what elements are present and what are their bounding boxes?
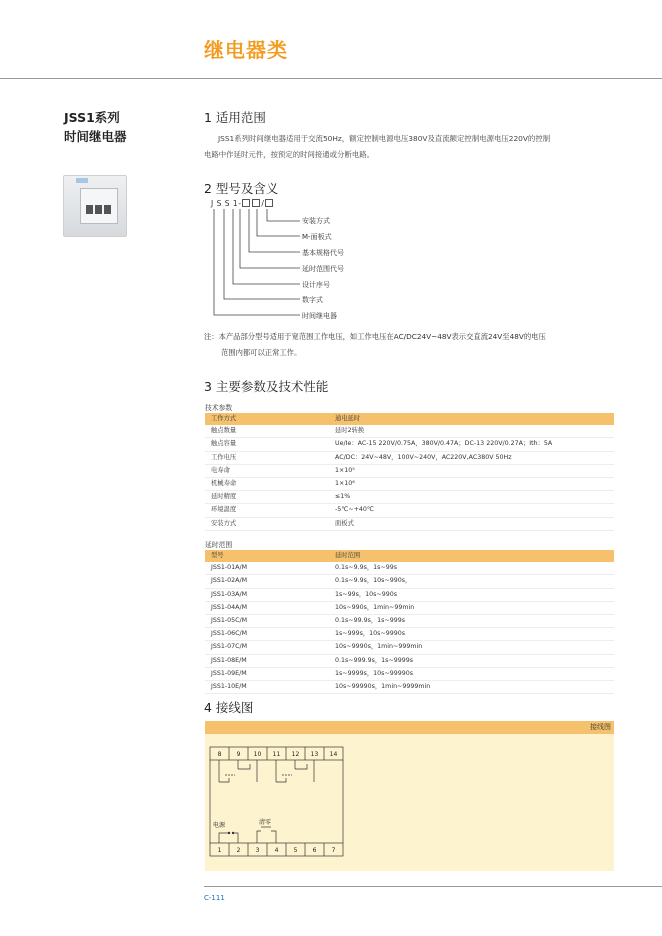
model-note <box>204 329 624 361</box>
terminal-number: 1 <box>217 847 222 854</box>
model-label: 基本规格代号 <box>302 249 344 257</box>
model-number: JSS1-02A/M <box>211 577 248 585</box>
model-code-char: S <box>216 199 222 208</box>
delay-range: 1s~99s，10s~990s <box>335 590 398 598</box>
param-name: 环境温度 <box>211 506 237 514</box>
table-header-row <box>205 413 614 425</box>
model-code-char: S <box>224 199 231 208</box>
column-header: 延时范围 <box>335 552 361 559</box>
wiring-panel <box>205 734 614 871</box>
model-diagram-lines <box>0 0 662 330</box>
page-title: 继电器类 <box>204 38 288 62</box>
delay-range: 10s~990s，1min~99min <box>335 603 415 611</box>
range-table-caption: 延时范围 <box>205 541 233 549</box>
param-name: 触点容量 <box>211 440 237 448</box>
delay-range: 0.1s~9.9s，10s~990s， <box>335 577 412 585</box>
model-code-char: 1 <box>232 199 239 208</box>
table-header-row <box>205 550 614 562</box>
param-name: 机械寿命 <box>211 479 237 487</box>
model-number: JSS1-09E/M <box>211 669 247 677</box>
scope-line: JSS1系列时间继电器适用于交流50Hz，额定控制电源电压380V及直流额定控制电源电压220V的控制 <box>218 134 551 143</box>
param-value: 通电延时 <box>335 415 361 422</box>
table-row <box>205 575 614 588</box>
column-header: 型号 <box>211 552 224 559</box>
tech-params-table <box>205 413 614 531</box>
terminal-number: 13 <box>310 751 319 758</box>
range-rows <box>205 562 614 694</box>
model-number: JSS1-07C/M <box>211 643 248 651</box>
delay-range: 10s~99990s，1min~9999min <box>335 682 431 690</box>
table-row <box>205 438 614 451</box>
param-value: 面板式 <box>335 519 354 527</box>
section-heading-model: 2 型号及含义 <box>204 181 279 196</box>
table-row <box>205 478 614 491</box>
scope-line: 电路中作延时元件，按预定的时间接通或分断电路。 <box>204 150 374 159</box>
param-value: 1×10⁵ <box>335 466 355 474</box>
param-value: 1×10⁶ <box>335 479 355 487</box>
model-label: 延时范围代号 <box>302 265 344 273</box>
param-value: Ue/Ie：AC-15 220V/0.75A，380V/0.47A；DC-13 220V/0.27A；Ith：5A <box>335 440 553 448</box>
delay-range: 0.1s~9.9s，1s~99s <box>335 564 398 572</box>
note-line: 注：本产品部分型号适用于宽范围工作电压，如工作电压在AC/DC24V~48V表示交直流24V至48V的电压 <box>204 332 546 341</box>
model-number: JSS1-06C/M <box>211 630 248 638</box>
terminal-number: 4 <box>274 847 279 854</box>
param-name: 工作方式 <box>211 415 237 422</box>
terminal-labels <box>218 751 338 854</box>
reset-label: 清零 <box>259 819 272 826</box>
param-value: AC/DC：24V~48V，100V~240V，AC220V,AC380V 50Hz <box>335 453 512 461</box>
table-row <box>205 602 614 615</box>
model-label: 时间继电器 <box>302 312 337 320</box>
product-name: 时间继电器 <box>64 129 127 144</box>
model-code: J S S 1- / <box>211 199 274 208</box>
table-row <box>205 491 614 504</box>
series-name: JSS1系列 <box>64 110 120 125</box>
terminal-number: 9 <box>236 751 241 758</box>
model-label: 安装方式 <box>302 217 330 225</box>
footer-divider <box>204 886 662 887</box>
delay-range: 1s~9999s，10s~99990s <box>335 669 414 677</box>
terminal-number: 12 <box>291 751 300 758</box>
param-value: 延时2转换 <box>335 427 365 435</box>
terminal-number: 3 <box>255 847 260 854</box>
table-row <box>205 465 614 478</box>
table-row <box>205 452 614 465</box>
param-name: 触点数量 <box>211 427 237 435</box>
model-label: 数字式 <box>302 296 323 304</box>
table-row <box>205 562 614 575</box>
model-number: JSS1-04A/M <box>211 603 248 611</box>
terminal-number: 14 <box>329 751 338 758</box>
wiring-diagram <box>205 734 614 871</box>
model-code-char: - <box>238 199 242 208</box>
delay-range: 1s~999s，10s~9990s <box>335 630 406 638</box>
param-name: 延时精度 <box>211 493 237 501</box>
table-row <box>205 655 614 668</box>
terminal-number: 2 <box>236 847 241 854</box>
table-row <box>205 641 614 654</box>
table-row <box>205 589 614 602</box>
section-heading-params: 3 主要参数及技术性能 <box>204 379 329 394</box>
terminal-number: 10 <box>253 751 262 758</box>
terminal-number: 11 <box>272 751 281 758</box>
delay-range-table <box>205 550 614 694</box>
tech-table-caption: 技术参数 <box>205 404 233 412</box>
table-row <box>205 425 614 438</box>
table-row <box>205 668 614 681</box>
wiring-header-bar <box>205 721 614 734</box>
model-label: M-面板式 <box>302 233 332 241</box>
section-heading-wiring: 4 接线图 <box>204 700 254 715</box>
param-value: ≤1% <box>335 493 351 501</box>
delay-range: 0.1s~99.9s，1s~999s <box>335 616 406 624</box>
terminal-number: 6 <box>312 847 317 854</box>
terminal-number: 7 <box>331 847 336 854</box>
table-row <box>205 504 614 517</box>
param-name: 工作电压 <box>211 453 237 461</box>
model-number: JSS1-10E/M <box>211 682 247 690</box>
param-value: -5℃~+40℃ <box>335 506 374 514</box>
model-label: 设计序号 <box>302 281 330 289</box>
terminal-number: 8 <box>217 751 222 758</box>
model-number: JSS1-08E/M <box>211 656 247 664</box>
model-number: JSS1-03A/M <box>211 590 248 598</box>
section-heading-scope: 1 适用范围 <box>204 110 266 125</box>
wiring-bar-label: 接线图 <box>590 723 611 731</box>
model-number: JSS1-05C/M <box>211 616 248 624</box>
note-line: 范围内都可以正常工作。 <box>221 348 302 357</box>
model-number: JSS1-01A/M <box>211 564 248 572</box>
table-row <box>205 518 614 531</box>
model-code-char: J <box>211 199 214 208</box>
delay-range: 10s~9990s，1min~999min <box>335 643 423 651</box>
delay-range: 0.1s~999.9s，1s~9999s <box>335 656 414 664</box>
power-label: 电源 <box>213 822 226 829</box>
terminal-number: 5 <box>293 847 298 854</box>
table-row <box>205 681 614 694</box>
page-number: C-111 <box>204 894 225 902</box>
table-row <box>205 615 614 628</box>
table-row <box>205 628 614 641</box>
param-name: 电寿命 <box>211 466 230 474</box>
param-name: 安装方式 <box>211 519 237 527</box>
